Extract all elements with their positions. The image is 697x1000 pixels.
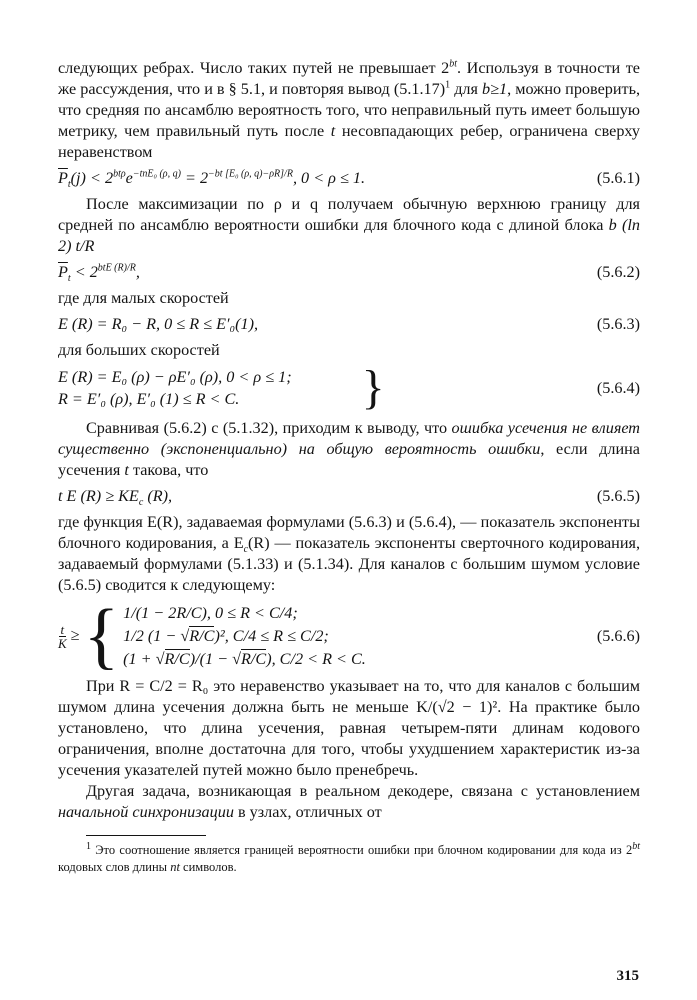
- text: символов.: [179, 860, 237, 874]
- paragraph: [58, 194, 640, 257]
- left-brace: {: [83, 595, 120, 677]
- eq-term: t E (R) ≥ KE: [58, 487, 139, 505]
- eq-term: e: [125, 169, 133, 187]
- equation-number: (5.6.5): [596, 487, 640, 505]
- eq-term: ), C/2 < R < C.: [266, 649, 366, 668]
- eq-sub: c: [138, 497, 144, 509]
- equation-number: (5.6.3): [596, 315, 640, 333]
- text: такова, что: [128, 461, 209, 479]
- equation-5-6-1: [58, 168, 640, 189]
- text: следующих ребрах. Число таких путей не превышает 2: [58, 59, 450, 77]
- footnote-divider: [86, 835, 206, 836]
- equation-number: (5.6.6): [596, 626, 640, 645]
- eq-term: < 2: [70, 263, 98, 281]
- emphasis: ошибка усечения не влияет существенно (экспоненциально) на общую вероятность ошибки: [58, 419, 640, 458]
- text: кодовых слов длины: [58, 860, 171, 874]
- paragraph: [58, 58, 640, 163]
- eq-sub: t: [67, 273, 71, 285]
- text: Другая задача, возникающая в реальном декодере, связана с установлением: [86, 782, 640, 800]
- denominator: K: [58, 635, 67, 651]
- eq-term: $\overline{P}$: [58, 169, 68, 187]
- right-brace: }: [361, 361, 385, 414]
- footnote-mark: 1: [86, 840, 91, 852]
- text: Это соотношение является границей вероятности ошибки при блочном кодировании для кода из 2: [91, 843, 633, 857]
- eq-term: (R),: [143, 487, 173, 505]
- equation-body: [58, 486, 172, 507]
- math-inline: t: [124, 461, 129, 479]
- footnote: [58, 842, 640, 876]
- equation-5-6-5: [58, 486, 640, 507]
- equation-5-6-2: [58, 262, 640, 283]
- equation-lines: [58, 366, 292, 410]
- relation: ≥: [70, 625, 80, 644]
- fraction: [58, 623, 67, 650]
- eq-term: < 2: [85, 169, 114, 187]
- eq-term: $\overline{P}$: [58, 263, 68, 281]
- eq-sup: btρ: [113, 168, 126, 180]
- equation-system: [58, 361, 385, 414]
- eq-term: )², C/4 ≤ R ≤ C/2;: [214, 626, 329, 645]
- math-inline: b (ln 2) t/R: [58, 216, 641, 255]
- radicand: R/C: [189, 626, 215, 645]
- numerator: t: [60, 621, 65, 637]
- paragraph: При R = C/2 = R₀ это неравенство указывает на то, что для каналов с большим шумом длина усечения должна быть не меньше K/(√2 − 1)². На практике было установлено, что длина усечения, равная четырем-пяти длинам кодового ограничения, вполне достаточна для того, чтобы ухудшением характеристик из-за усечения указателей путей можно было пренебречь.: [58, 677, 640, 779]
- eq-sup: btE (R)/R: [97, 262, 136, 274]
- equation-lhs: [58, 623, 80, 650]
- superscript: bt: [449, 58, 458, 70]
- equation-line: [123, 625, 366, 648]
- equation-system: [58, 595, 366, 677]
- superscript: bt: [632, 840, 640, 852]
- eq-term: , 0 < ρ ≤ 1.: [292, 169, 366, 187]
- eq-sup: −tnE₀ (ρ, q): [132, 168, 181, 180]
- text: несовпадающих ребер, ограничена сверху неравенством: [58, 122, 640, 161]
- equation-number: (5.6.4): [596, 378, 640, 397]
- paragraph: [58, 781, 640, 823]
- paragraph: [58, 418, 640, 481]
- paragraph: [58, 512, 640, 596]
- eq-term: )/(1 − √: [189, 649, 241, 668]
- radicand: R/C: [164, 649, 190, 668]
- eq-term: 1/2 (1 − √: [123, 626, 190, 645]
- text: , можно проверить, что средняя по ансамблю вероятность того, что неправильный путь имеет большую метрику, чем правильный путь после: [58, 80, 641, 140]
- equation-5-6-4: [58, 361, 640, 414]
- eq-term: (1 + √: [123, 649, 165, 668]
- equation-body: [58, 168, 365, 189]
- eq-term: (j): [70, 169, 86, 187]
- equation-line: [123, 648, 366, 671]
- text: для: [450, 80, 483, 98]
- page-number: 315: [616, 968, 639, 984]
- text: После максимизации по ρ и q получаем обычную верхнюю границу для средней по ансамблю вероятности ошибки для блочного кода с длиной блока: [58, 195, 640, 234]
- footnote-ref: 1: [445, 79, 451, 91]
- subscript: c: [243, 544, 249, 556]
- equation-line: 1/(1 − 2R/C), 0 ≤ R < C/4;: [123, 603, 298, 622]
- emphasis: начальной синхронизации: [58, 803, 234, 821]
- text: Сравнивая (5.6.2) с (5.1.32), приходим к выводу, что: [86, 419, 452, 437]
- text: . Используя в точности те же рассуждения, что и в § 5.1, и повторяя вывод (5.1.17): [58, 59, 640, 98]
- math-inline: t: [330, 122, 336, 140]
- radicand: R/C: [241, 649, 267, 668]
- paragraph: где для малых скоростей: [58, 289, 229, 307]
- eq-sup: −bt [E₀ (ρ, q)−ρR]/R: [208, 168, 293, 180]
- equation-body: [58, 262, 140, 283]
- equation-5-6-6: [58, 595, 640, 677]
- paragraph: для больших скоростей: [58, 341, 220, 359]
- eq-term: = 2: [180, 169, 209, 187]
- equation-body: E (R) = R₀ − R, 0 ≤ R ≤ E′₀(1),: [58, 315, 259, 333]
- text: где функция E(R), задаваемая формулами (5.6.3) и (5.6.4), — показатель экспоненты блочного кодирования, а E: [58, 513, 640, 552]
- math-inline: nt: [170, 860, 180, 874]
- eq-sub: t: [67, 179, 71, 191]
- text: , если длина усечения: [58, 440, 640, 479]
- eq-term: ,: [135, 263, 140, 281]
- equation-line: R = E′₀ (ρ), E′₀ (1) ≤ R < C.: [58, 390, 240, 408]
- math-inline: b≥1: [482, 80, 508, 98]
- equation-lines: [123, 602, 366, 671]
- equation-5-6-3: [58, 314, 640, 335]
- page-body: [58, 58, 640, 876]
- equation-line: E (R) = E₀ (ρ) − ρE′₀ (ρ), 0 < ρ ≤ 1;: [58, 368, 292, 386]
- text: (R) — показатель экспоненты сверточного кодирования, задаваемый формулами (5.1.33) и (5.1.34). Для каналов с большим шумом условие (5.6.5) сводится к следующему:: [58, 534, 641, 594]
- equation-number: (5.6.2): [596, 263, 640, 281]
- equation-number: (5.6.1): [596, 169, 640, 187]
- text: в узлах, отличных от: [233, 803, 382, 821]
